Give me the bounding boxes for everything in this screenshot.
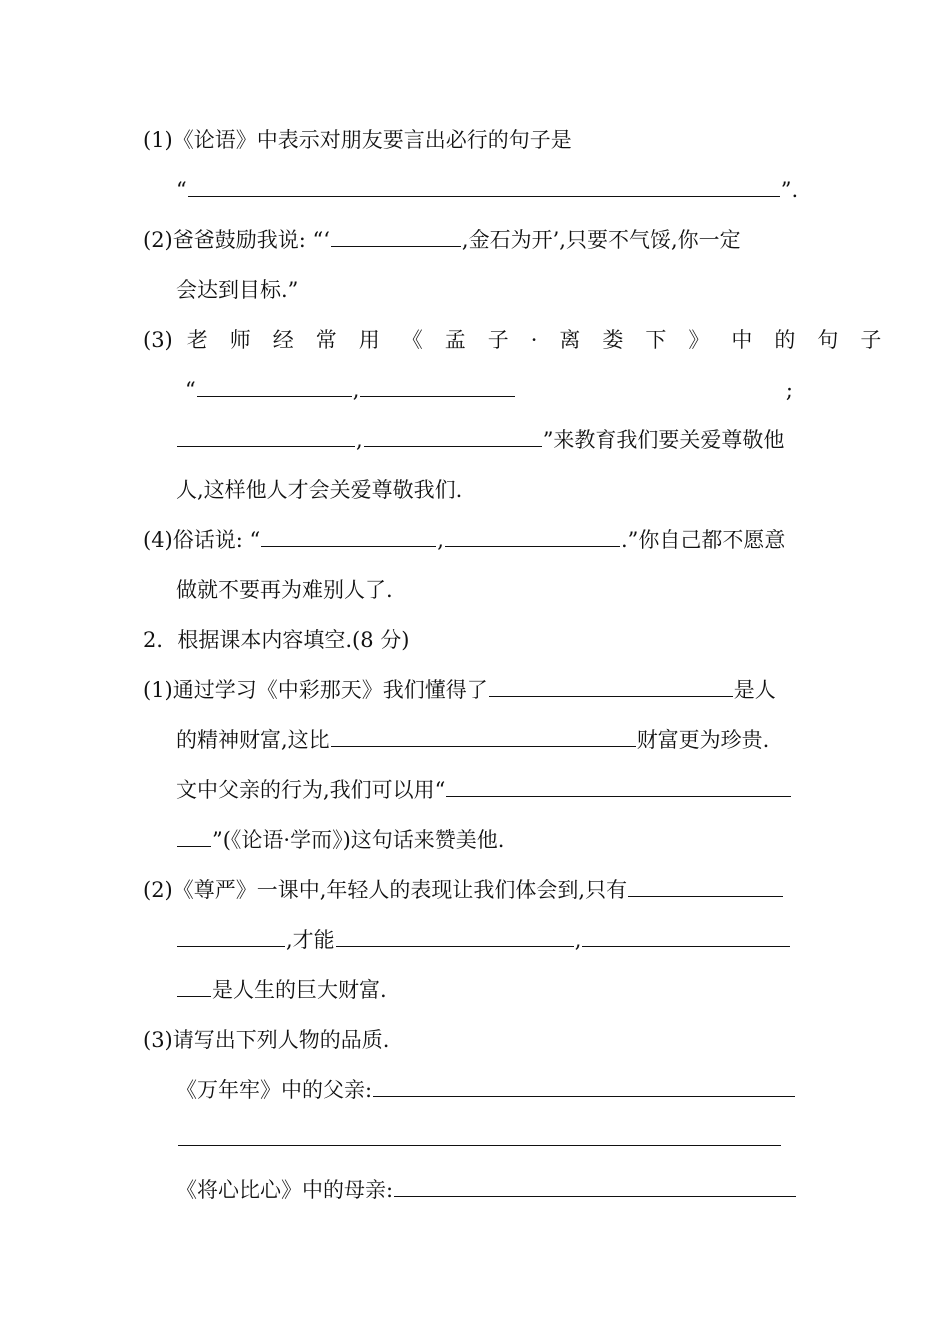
q2-item2-line2 xyxy=(176,923,791,957)
q2-item1-line4-b: ”(《论语·学而》)这句话来赞美他. xyxy=(212,828,505,852)
answer-blank[interactable] xyxy=(489,674,733,697)
q1-item3-line4-text: 人,这样他人才会关爱尊敬我们. xyxy=(176,478,463,502)
q1-item2-text-b: ,金石为开’,只要不气馁,你一定 xyxy=(461,228,741,252)
q2-item1-line3-a: 文中父亲的行为,我们可以用“ xyxy=(176,778,446,802)
q1-item3-label: (3) xyxy=(143,328,173,352)
q2-item1-line2 xyxy=(176,723,769,757)
q1-item4-line2 xyxy=(176,573,393,607)
q1-item2-line2-text: 会达到目标.” xyxy=(176,278,299,302)
answer-blank[interactable] xyxy=(177,824,211,847)
answer-blank[interactable] xyxy=(445,524,620,547)
q2-item2-line1 xyxy=(143,873,784,907)
q2-item3-label: (3) xyxy=(143,1028,173,1052)
answer-blank[interactable] xyxy=(261,524,436,547)
q1-item2-line1 xyxy=(143,223,741,257)
answer-blank[interactable] xyxy=(177,974,211,997)
q1-item1-line2 xyxy=(176,173,798,207)
q2-item3-sub1: 《万年牢》中的父亲: xyxy=(176,1078,373,1102)
open-quote: “ xyxy=(176,178,187,202)
q2-item3-sub2: 《将心比心》中的母亲: xyxy=(176,1178,394,1202)
q2-item1-line4 xyxy=(176,823,504,857)
close-quote: ”. xyxy=(780,178,799,202)
semicolon: ; xyxy=(785,378,793,402)
q2-item2-line3-b: 是人生的巨大财富. xyxy=(212,978,387,1002)
comma: , xyxy=(437,528,444,552)
answer-blank[interactable] xyxy=(336,924,574,947)
comma: , xyxy=(352,378,360,402)
q2-heading-text: 2．根据课本内容填空.(8 分) xyxy=(143,628,410,652)
q1-item1-label: (1) xyxy=(143,128,173,152)
q2-item2-label: (2) xyxy=(143,878,173,902)
q1-item2-text-a: 爸爸鼓励我说: “‘ xyxy=(172,228,330,252)
q1-item4-text-b: .”你自己都不愿意 xyxy=(620,528,786,552)
q2-item1-line3 xyxy=(176,773,792,807)
open-quote: “ xyxy=(185,378,196,402)
q1-item1-line1 xyxy=(143,123,572,157)
q2-item1-label: (1) xyxy=(143,678,173,702)
q2-item1-text-b: 是人 xyxy=(733,678,776,702)
q2-item2-line2-b: , xyxy=(574,928,582,952)
q2-item1-text-a: 通过学习《中彩那天》我们懂得了 xyxy=(172,678,488,702)
answer-blank[interactable] xyxy=(197,374,352,397)
q2-item3-text: 请写出下列人物的品质. xyxy=(172,1028,390,1052)
q2-item2-line3 xyxy=(176,973,387,1007)
q2-item2-line2-a: ,才能 xyxy=(286,928,335,952)
q1-item2-label: (2) xyxy=(143,228,173,252)
q1-item3-text: 老师经常用《孟子·离娄下》中的句子 xyxy=(186,328,904,352)
answer-blank[interactable] xyxy=(446,774,791,797)
q1-item2-line2 xyxy=(176,273,298,307)
q2-item2-text-a: 《尊严》一课中,年轻人的表现让我们体会到,只有 xyxy=(172,878,628,902)
answer-blank[interactable] xyxy=(582,924,790,947)
q1-item4-line2-text: 做就不要再为难别人了. xyxy=(176,578,393,602)
q1-item4-line1 xyxy=(143,523,785,557)
answer-blank[interactable] xyxy=(178,1145,781,1146)
q1-item3-line2 xyxy=(185,373,805,407)
comma: , xyxy=(356,428,363,452)
answer-blank[interactable] xyxy=(177,424,355,447)
q2-item1-line2-b: 财富更为珍贵. xyxy=(636,728,770,752)
q1-item1-text: 《论语》中表示对朋友要言出必行的句子是 xyxy=(172,128,572,152)
q2-item3-sub1-line xyxy=(176,1073,796,1107)
q2-heading xyxy=(143,623,409,657)
answer-blank[interactable] xyxy=(364,424,542,447)
answer-blank[interactable] xyxy=(331,224,461,247)
q1-item3-line1 xyxy=(143,323,903,357)
q2-item1-line1 xyxy=(143,673,776,707)
q1-item3-line4 xyxy=(176,473,462,507)
q2-item3-line1 xyxy=(143,1023,389,1057)
q1-item3-line3 xyxy=(176,423,784,457)
q1-item3-text-b: ”来教育我们要关爱尊敬他 xyxy=(542,428,785,452)
answer-blank[interactable] xyxy=(177,924,285,947)
q2-item1-line2-a: 的精神财富,这比 xyxy=(176,728,330,752)
q2-item3-sub2-line xyxy=(176,1173,797,1207)
q1-item4-text-a: 俗话说: “ xyxy=(172,528,261,552)
answer-blank[interactable] xyxy=(373,1074,795,1097)
answer-blank[interactable] xyxy=(628,874,783,897)
answer-blank[interactable] xyxy=(394,1174,796,1197)
q1-item4-label: (4) xyxy=(143,528,173,552)
answer-blank[interactable] xyxy=(331,724,636,747)
answer-blank[interactable] xyxy=(188,174,780,197)
answer-blank[interactable] xyxy=(360,374,515,397)
